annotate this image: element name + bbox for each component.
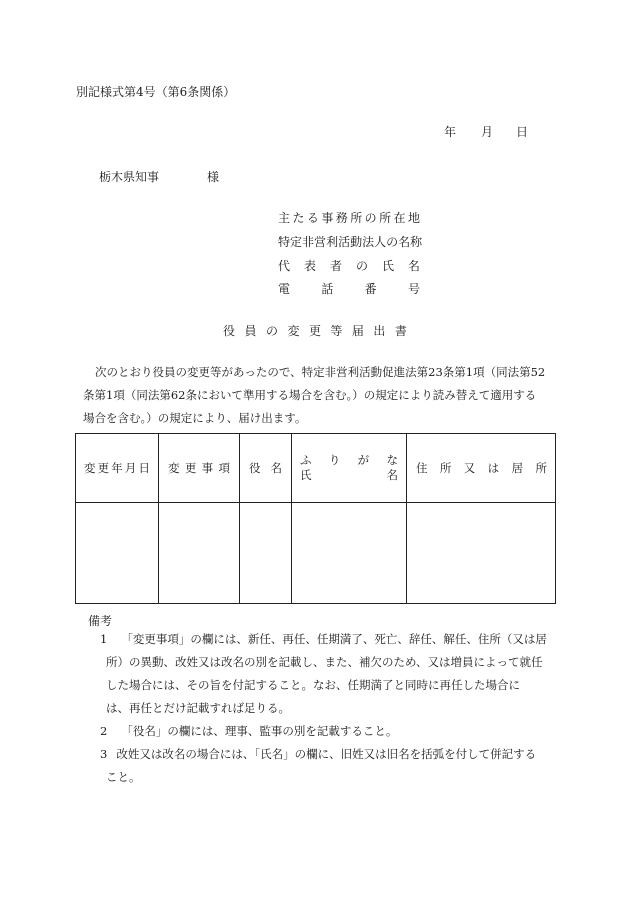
cell-position[interactable]	[240, 503, 292, 604]
remark-item-2	[100, 720, 397, 743]
header-position	[240, 434, 292, 503]
char: 所	[350, 211, 363, 225]
char: 変	[84, 461, 96, 475]
char: の	[364, 211, 377, 225]
char: 特	[278, 235, 291, 249]
body-line-2: 条第1項（同法第62条において準用する場合を含む。）の規定により読み替えて適用する	[83, 388, 537, 402]
char: は	[487, 461, 500, 475]
remark-number: 1	[100, 632, 108, 646]
char: 更	[308, 324, 321, 338]
field-corporation-name	[278, 233, 423, 250]
officer-change-table	[75, 433, 556, 604]
remark-line: 改姓又は改名の場合には、「氏名」の欄に、旧姓又は旧名を括弧を付して併記する	[116, 747, 537, 761]
char: 役	[223, 324, 236, 338]
char: 出	[373, 324, 386, 338]
char: 利	[326, 235, 339, 249]
remark-line: した場合には、その旨を付記すること。なお、任期満了と同時に再任した場合に	[106, 678, 520, 692]
char: る	[306, 211, 319, 225]
char: 者	[329, 259, 342, 273]
body-line-1: 次のとおり役員の変更等があったので、特定非営利活動促進法第23条第1項（同法第52	[95, 365, 546, 379]
char: 事	[201, 461, 214, 475]
remark-item-1	[100, 628, 547, 720]
char: 書	[394, 324, 407, 338]
char: 称	[410, 235, 423, 249]
char: 事	[321, 211, 334, 225]
char: 役	[249, 461, 261, 475]
remark-line: 「変更事項」の欄には、新任、再任、任期満了、死亡、辞任、解任、住所（又は居	[121, 632, 547, 646]
char: ふ	[300, 453, 312, 467]
document-title	[223, 322, 407, 339]
char: 動	[350, 235, 363, 249]
header-name	[300, 468, 398, 483]
header-change-date	[76, 434, 159, 503]
char: の	[265, 324, 278, 338]
char: 所	[379, 211, 392, 225]
remark-number: 2	[100, 724, 108, 738]
char: 番	[364, 282, 377, 296]
cell-name[interactable]	[292, 503, 407, 604]
addressee-name: 栃木県知事	[99, 170, 160, 184]
char: 号	[407, 282, 420, 296]
char: 名	[398, 235, 411, 249]
char: 項	[218, 461, 230, 475]
char: 営	[314, 235, 327, 249]
char: 更	[184, 461, 197, 475]
char: 定	[290, 235, 303, 249]
char: 主	[278, 211, 291, 225]
header-change-item	[159, 434, 240, 503]
field-representative-name	[278, 257, 420, 274]
char: 名	[407, 259, 420, 273]
remark-line: こと。	[106, 770, 141, 784]
body-line-3: 場合を含む。）の規定により、届け出ます。	[83, 411, 307, 425]
char: 住	[416, 461, 428, 475]
date-day-label: 日	[516, 125, 529, 139]
remark-line: は、再任とだけ記載すれば足りる。	[106, 701, 290, 715]
remark-line: 「役名」の欄には、理事、監事の別を記載すること。	[121, 724, 398, 738]
char: 所	[439, 461, 452, 475]
char: 地	[407, 211, 420, 225]
remarks-heading: 備考	[88, 614, 113, 628]
char: 日	[138, 461, 150, 475]
char: 等	[330, 324, 343, 338]
char: 電	[278, 282, 291, 296]
remark-line: 所）の異動、改姓又は改名の別を記載し、また、補欠のため、又は増員によって就任	[106, 655, 543, 669]
char: が	[357, 453, 370, 467]
header-furigana-name	[292, 434, 407, 503]
char: 氏	[381, 259, 394, 273]
table-row	[76, 503, 556, 604]
addressee-honorific: 様	[207, 170, 220, 184]
char: の	[355, 259, 368, 273]
char: 在	[393, 211, 406, 225]
char: 更	[97, 461, 110, 475]
char: 変	[168, 461, 180, 475]
char: 年	[111, 461, 123, 475]
char: 代	[278, 259, 291, 273]
remark-item-3	[100, 743, 536, 789]
char: 月	[124, 461, 137, 475]
char: な	[386, 453, 398, 467]
char: 員	[244, 324, 257, 338]
char: り	[328, 453, 341, 467]
char: 届	[351, 324, 364, 338]
char: 又	[463, 461, 476, 475]
char: 法	[362, 235, 375, 249]
header-address	[407, 434, 556, 503]
char: 変	[287, 324, 300, 338]
table-header-row	[76, 434, 556, 503]
char: た	[292, 211, 305, 225]
char: 表	[303, 259, 316, 273]
char: 活	[338, 235, 351, 249]
remark-number: 3	[100, 747, 108, 761]
char: 名	[386, 468, 398, 482]
cell-change-date[interactable]	[76, 503, 159, 604]
char: 非	[302, 235, 315, 249]
field-phone-number	[278, 280, 420, 297]
cell-change-item[interactable]	[159, 503, 240, 604]
char: の	[386, 235, 399, 249]
form-number: 別記様式第4号（第6条関係）	[76, 85, 236, 99]
char: 所	[535, 461, 547, 475]
date-year-label: 年	[444, 125, 457, 139]
char: 務	[335, 211, 348, 225]
date-month-label: 月	[481, 125, 494, 139]
cell-address[interactable]	[407, 503, 556, 604]
field-office-address	[278, 209, 420, 226]
char: 居	[511, 461, 524, 475]
char: 話	[321, 282, 334, 296]
char: 人	[374, 235, 387, 249]
header-furigana	[300, 453, 398, 468]
char: 氏	[300, 468, 312, 482]
char: 名	[270, 461, 282, 475]
